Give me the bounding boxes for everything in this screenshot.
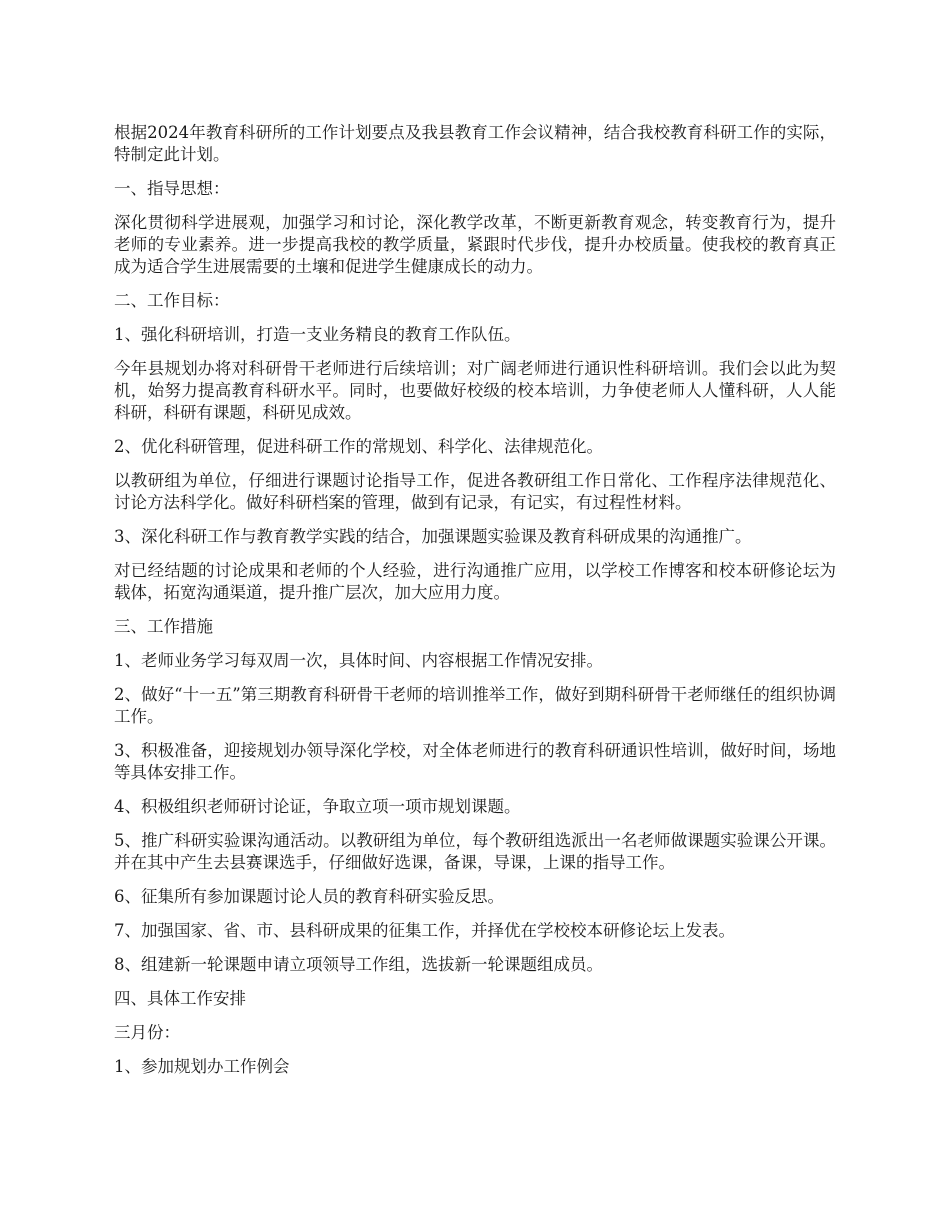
measure-1: 1、老师业务学习每双周一次，具体时间、内容根据工作情况安排。 (114, 651, 603, 670)
measure-5: 5、推广科研实验课沟通活动。以教研组为单位，每个教研组选派出一名老师做课题实验课公开课。并在其中产生去县赛课选手，仔细做好选课，备课，导课，上课的指导工作。 (114, 831, 836, 872)
measure-8: 8、组建新一轮课题申请立项领导工作组，选拔新一轮课题组成员。 (114, 955, 603, 974)
measure-7: 7、加强国家、省、市、县科研成果的征集工作，并择优在学校校本研修论坛上发表。 (114, 921, 735, 940)
document-body (114, 122, 836, 1090)
section-heading-work-goals: 二、工作目标： (114, 291, 230, 310)
goal-3-paragraph: 对已经结题的讨论成果和老师的个人经验，进行沟通推广应用，以学校工作博客和校本研修论坛为载体，拓宽沟通渠道，提升推广层次，加大应用力度。 (114, 561, 836, 602)
section-heading-work-measures: 三、工作措施 (114, 617, 213, 636)
goal-2-heading: 2、优化科研管理，促进科研工作的常规划、科学化、法律规范化。 (114, 437, 603, 456)
month-heading-march: 三月份： (114, 1023, 180, 1042)
section-heading-work-arrangement: 四、具体工作安排 (114, 989, 246, 1008)
section-heading-guiding-ideology: 一、指导思想： (114, 179, 230, 198)
march-item-1: 1、参加规划办工作例会 (114, 1057, 290, 1076)
goal-1-paragraph: 今年县规划办将对科研骨干老师进行后续培训；对广阔老师进行通识性科研培训。我们会以此为契机，始努力提高教育科研水平。同时，也要做好校级的校本培训，力争使老师人人懂科研，人人能科研，科研有课题，科研见成效。 (114, 359, 836, 422)
intro-paragraph: 根据2024年教育科研所的工作计划要点及我县教育工作会议精神，结合我校教育科研工作的实际，特制定此计划。 (114, 123, 836, 164)
measure-6: 6、征集所有参加课题讨论人员的教育科研实验反思。 (114, 887, 504, 906)
guiding-ideology-paragraph: 深化贯彻科学进展观，加强学习和讨论，深化教学改革，不断更新教育观念，转变教育行为，提升老师的专业素养。进一步提高我校的教学质量，紧跟时代步伐，提升办校质量。使我校的教育真正成为适合学生进展需要的土壤和促进学生健康成长的动力。 (114, 213, 836, 276)
measure-4: 4、积极组织老师研讨论证，争取立项一项市规划课题。 (114, 797, 521, 816)
goal-3-heading: 3、深化科研工作与教育教学实践的结合，加强课题实验课及教育科研成果的沟通推广。 (114, 527, 752, 546)
goal-2-paragraph: 以教研组为单位，仔细进行课题讨论指导工作，促进各教研组工作日常化、工作程序法律规范化、讨论方法科学化。做好科研档案的管理，做到有记录，有记实，有过程性材料。 (114, 471, 836, 512)
goal-1-heading: 1、强化科研培训，打造一支业务精良的教育工作队伍。 (114, 325, 521, 344)
measure-3: 3、积极准备，迎接规划办领导深化学校，对全体老师进行的教育科研通识性培训，做好时间，场地等具体安排工作。 (114, 741, 836, 782)
measure-2: 2、做好“十一五”第三期教育科研骨干老师的培训推举工作，做好到期科研骨干老师继任的组织协调工作。 (114, 685, 836, 726)
